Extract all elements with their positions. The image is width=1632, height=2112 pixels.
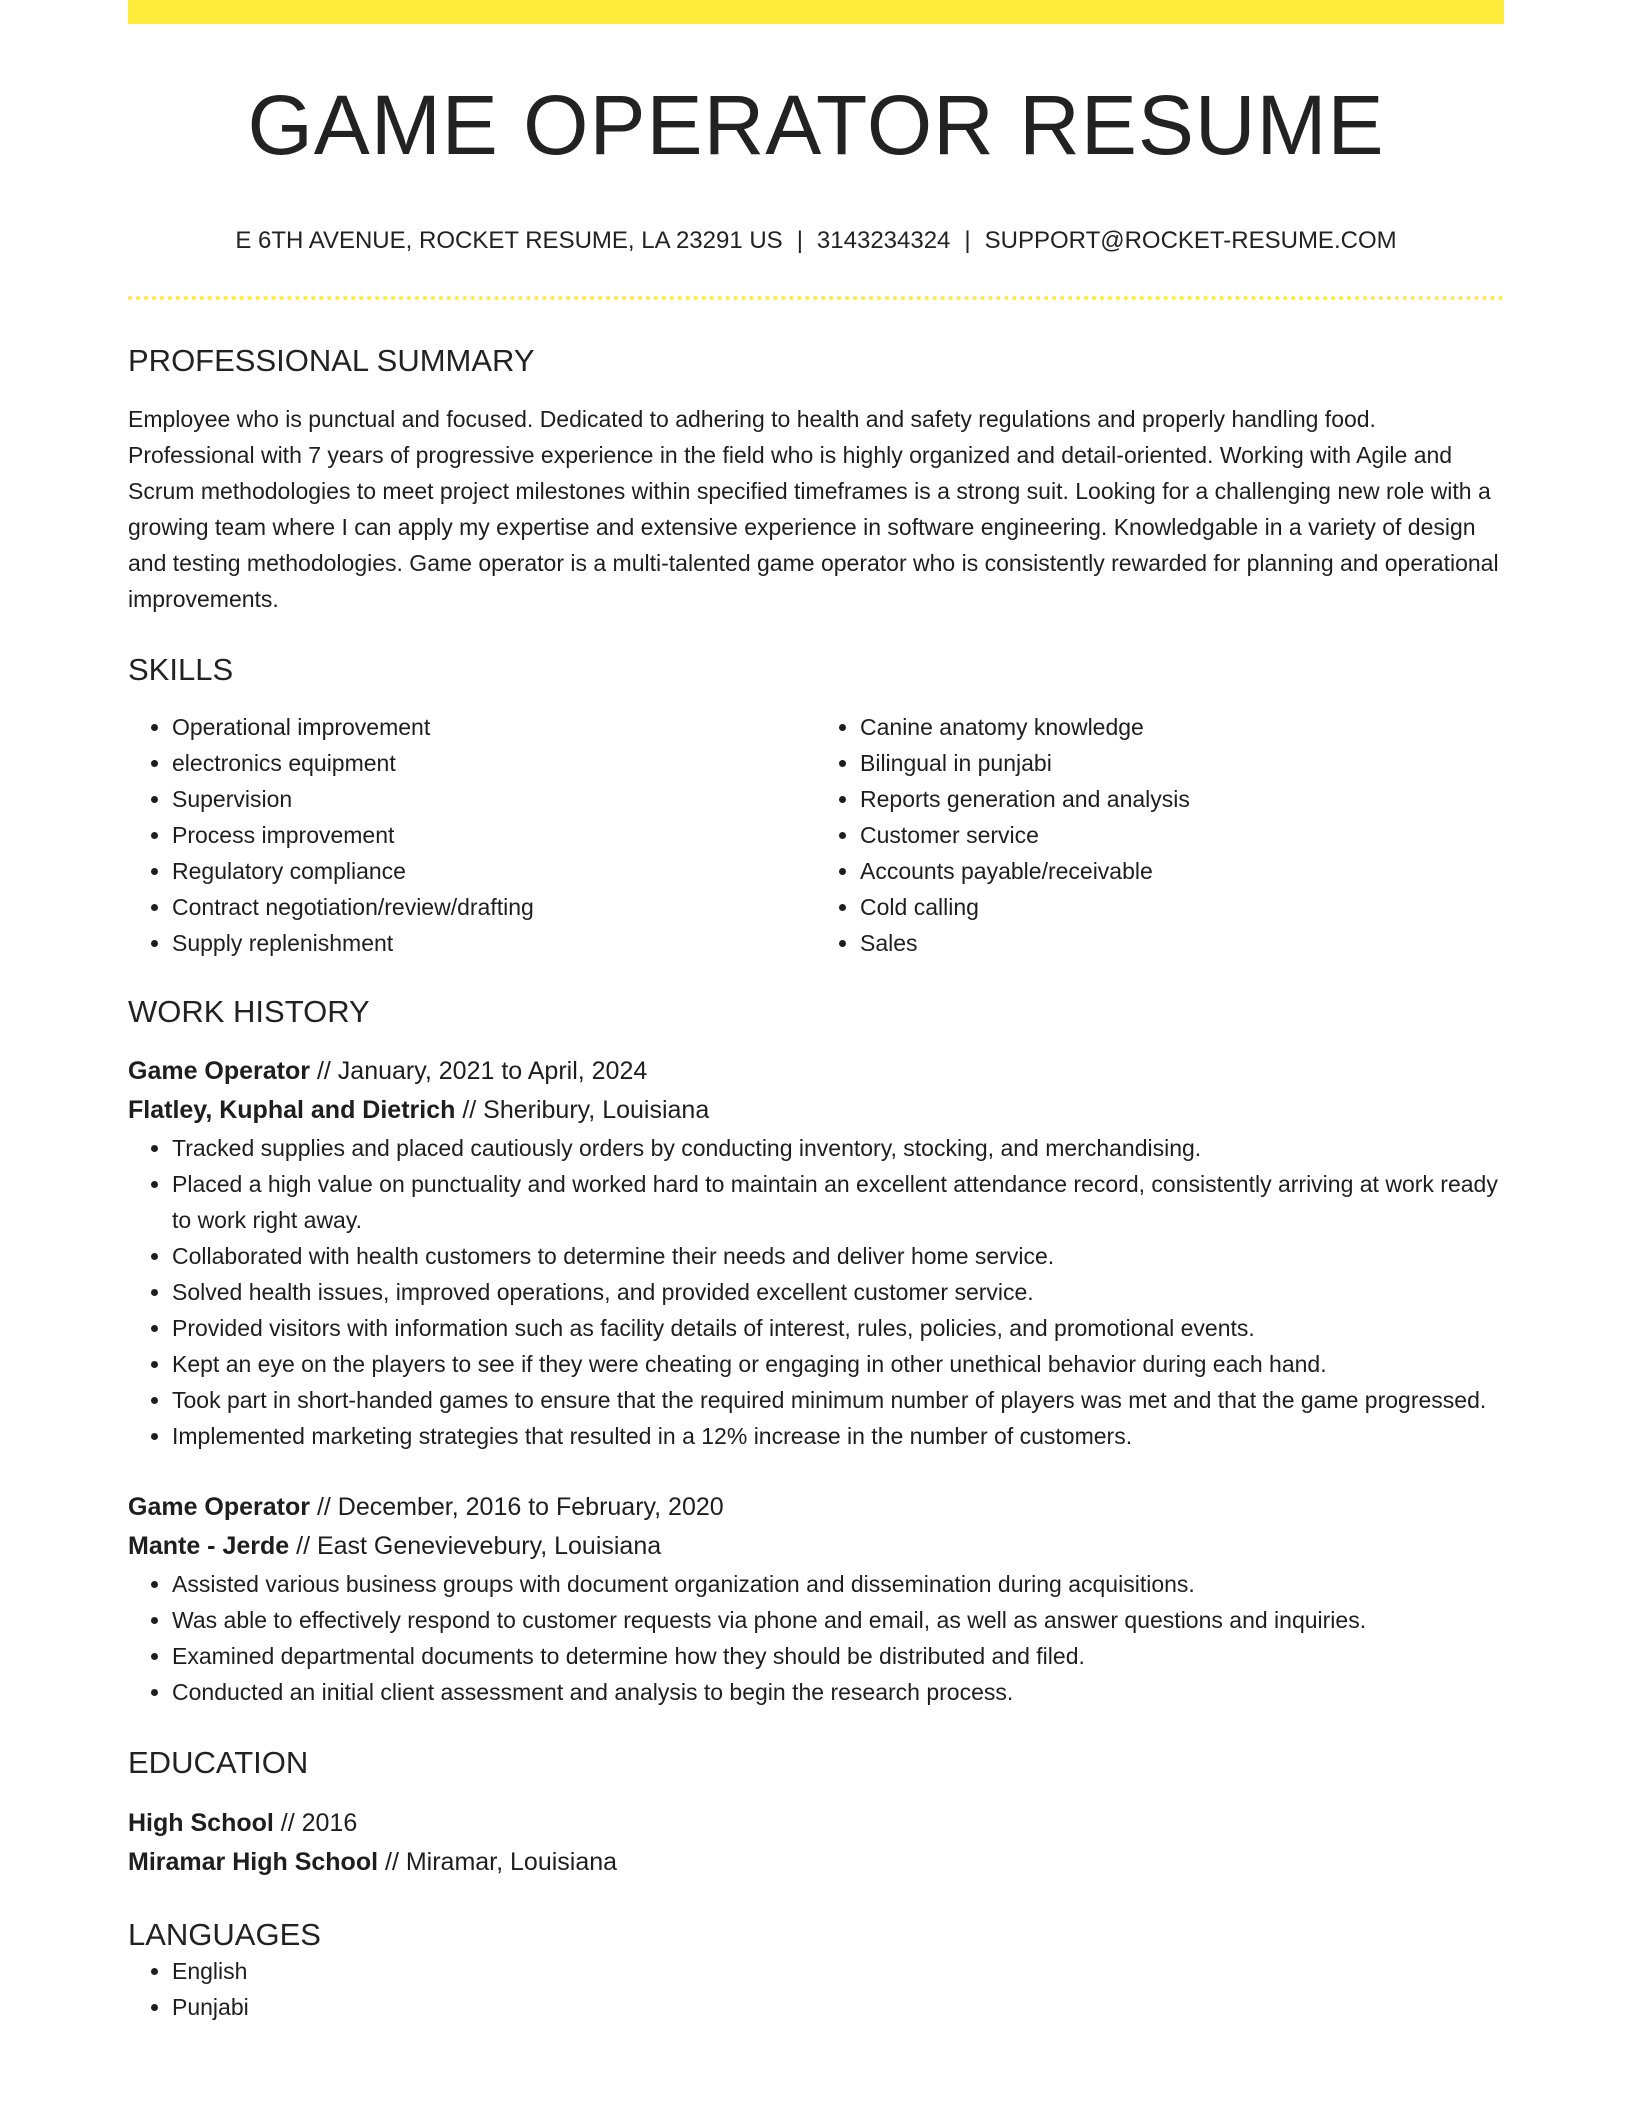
dotted-divider: [128, 296, 1504, 300]
skill-item: • Contract negotiation/review/drafting: [172, 889, 816, 925]
work-history-heading: WORK HISTORY: [128, 993, 370, 1029]
summary-heading: PROFESSIONAL SUMMARY: [128, 343, 535, 379]
job-header: [128, 1488, 1504, 1566]
job-location: // Sheribury, Louisiana: [455, 1095, 710, 1124]
skill-item: • Operational improvement: [172, 709, 816, 745]
skills-list-right: [816, 709, 1504, 961]
job-entry: [128, 1052, 1504, 1454]
skill-item: • Canine anatomy knowledge: [860, 709, 1504, 745]
skill-item: • Supply replenishment: [172, 925, 816, 961]
skills-grid: [128, 709, 1504, 961]
skill-item: • electronics equipment: [172, 745, 816, 781]
languages-list: [128, 1953, 1504, 2025]
job-title: Game Operator: [128, 1056, 311, 1085]
job-bullet: • Solved health issues, improved operations, and provided excellent customer service.: [172, 1274, 1504, 1310]
job-bullet: • Provided visitors with information such as facility details of interest, rules, policies, and promotional events.: [172, 1310, 1504, 1346]
education-entry: [128, 1804, 1504, 1882]
contact-email: SUPPORT@ROCKET-RESUME.COM: [984, 227, 1397, 255]
education-school-line: [128, 1843, 1504, 1882]
resume-title: GAME OPERATOR RESUME: [247, 78, 1385, 172]
job-company-line: [128, 1527, 1504, 1566]
education-degree-line: [128, 1804, 1504, 1843]
skill-item: • Accounts payable/receivable: [860, 853, 1504, 889]
job-bullet: • Collaborated with health customers to determine their needs and deliver home service.: [172, 1238, 1504, 1274]
job-bullet: • Assisted various business groups with document organization and dissemination during acquisitions.: [172, 1566, 1504, 1602]
contact-separator: |: [964, 227, 971, 255]
skill-item: • Cold calling: [860, 889, 1504, 925]
job-entry: [128, 1488, 1504, 1710]
education-school: Miramar High School: [128, 1847, 379, 1876]
contact-line: [128, 227, 1504, 256]
skill-item: • Reports generation and analysis: [860, 781, 1504, 817]
job-bullet: • Kept an eye on the players to see if they were cheating or engaging in other unethical behavior during each hand.: [172, 1346, 1504, 1382]
contact-address: E 6TH AVENUE, ROCKET RESUME, LA 23291 US: [235, 227, 783, 255]
skill-item: • Supervision: [172, 781, 816, 817]
skill-item: • Process improvement: [172, 817, 816, 853]
job-bullets: [128, 1566, 1504, 1710]
contact-phone: 3143234324: [816, 227, 951, 255]
skills-list-left: [128, 709, 816, 961]
job-bullet: • Placed a high value on punctuality and worked hard to maintain an excellent attendance record, consistently arriving at work ready to work right away.: [172, 1166, 1504, 1238]
languages-heading: LANGUAGES: [128, 1916, 321, 1952]
job-header: [128, 1052, 1504, 1130]
skills-heading: SKILLS: [128, 652, 234, 688]
education-heading: EDUCATION: [128, 1744, 309, 1780]
skill-item: • Customer service: [860, 817, 1504, 853]
job-title: Game Operator: [128, 1492, 311, 1521]
skill-item: • Sales: [860, 925, 1504, 961]
education-degree: High School: [128, 1808, 274, 1837]
job-dates: // January, 2021 to April, 2024: [310, 1056, 648, 1085]
job-bullets: [128, 1130, 1504, 1454]
job-title-line: [128, 1052, 1504, 1091]
job-bullet: • Was able to effectively respond to customer requests via phone and email, as well as answer questions and inquiries.: [172, 1602, 1504, 1638]
accent-top-bar: [128, 0, 1504, 24]
contact-separator: |: [796, 227, 803, 255]
language-item: • English: [172, 1953, 1504, 1989]
job-company: Flatley, Kuphal and Dietrich: [128, 1095, 456, 1124]
job-bullet: • Examined departmental documents to determine how they should be distributed and filed.: [172, 1638, 1504, 1674]
job-bullet: • Tracked supplies and placed cautiously orders by conducting inventory, stocking, and merchandising.: [172, 1130, 1504, 1166]
job-dates: // December, 2016 to February, 2020: [310, 1492, 724, 1521]
job-bullet: • Implemented marketing strategies that resulted in a 12% increase in the number of customers.: [172, 1418, 1504, 1454]
summary-text: Employee who is punctual and focused. Dedicated to adhering to health and safety regulations and properly handling food. Professional with 7 years of progressive experience in the field who is highly organized and detail-oriented. Working with Agile and Scrum methodologies to meet project milestones within specified timeframes is a strong suit. Looking for a challenging new role with a growing team where I can apply my expertise and extensive experience in software engineering. Knowledgable in a variety of design and testing methodologies. Game operator is a multi-talented game operator who is consistently rewarded for planning and operational improvements.: [128, 406, 1499, 613]
job-location: // East Genevievebury, Louisiana: [289, 1531, 662, 1560]
language-item: • Punjabi: [172, 1989, 1504, 2025]
job-company: Mante - Jerde: [128, 1531, 290, 1560]
job-company-line: [128, 1091, 1504, 1130]
job-bullet: • Took part in short-handed games to ensure that the required minimum number of players was met and that the game progressed.: [172, 1382, 1504, 1418]
job-bullet: • Conducted an initial client assessment and analysis to begin the research process.: [172, 1674, 1504, 1710]
education-year: // 2016: [273, 1808, 358, 1837]
skill-item: • Regulatory compliance: [172, 853, 816, 889]
job-title-line: [128, 1488, 1504, 1527]
resume-page: [128, 0, 1504, 2025]
skill-item: • Bilingual in punjabi: [860, 745, 1504, 781]
education-location: // Miramar, Louisiana: [378, 1847, 618, 1876]
